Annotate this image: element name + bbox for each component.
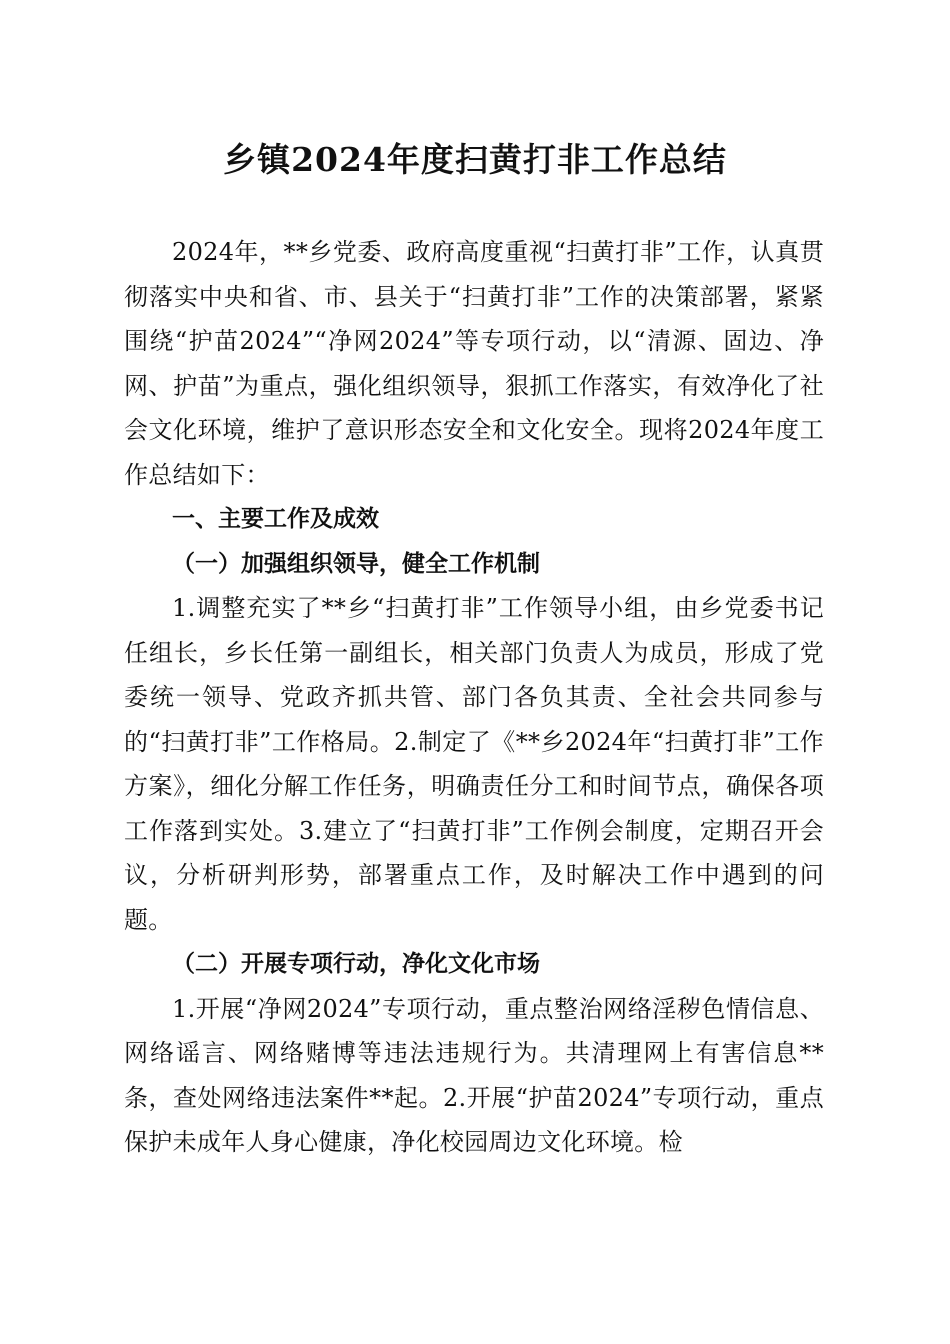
special-actions-paragraph: 1.开展“净网2024”专项行动，重点整治网络淫秽色情信息、网络谣言、网络赌博等违法违规行为。共清理网上有害信息**条，查处网络违法案件**起。2.开展“护苗2024”专项行动，重点保护未成年人身心健康，净化校园周边文化环境。检	[124, 994, 824, 1156]
intro-paragraph: 2024年，**乡党委、政府高度重视“扫黄打非”工作，认真贯彻落实中央和省、市、县关于“扫黄打非”工作的决策部署，紧紧围绕“护苗2024”“净网2024”等专项行动，以“清源、固边、净网、护苗”为重点，强化组织领导，狠抓工作落实，有效净化了社会文化环境，维护了意识形态安全和文化安全。现将2024年度工作总结如下：	[124, 238, 824, 489]
document-title: 乡镇2024年度扫黄打非工作总结	[223, 140, 727, 179]
subsection-heading-special-actions: （二）开展专项行动，净化文化市场	[172, 950, 540, 977]
section-heading-main-work: 一、主要工作及成效	[172, 506, 379, 532]
organization-paragraph: 1.调整充实了**乡“扫黄打非”工作领导小组，由乡党委书记任组长，乡长任第一副组长，相关部门负责人为成员，形成了党委统一领导、党政齐抓共管、部门各负其责、全社会共同参与的“扫黄打非”工作格局。2.制定了《**乡2024年“扫黄打非”工作方案》，细化分解工作任务，明确责任分工和时间节点，确保各项工作落到实处。3.建立了“扫黄打非”工作例会制度，定期召开会议，分析研判形势，部署重点工作，及时解决工作中遇到的问题。	[124, 594, 824, 934]
subsection-heading-organization: （一）加强组织领导，健全工作机制	[172, 549, 540, 577]
document-body	[124, 230, 824, 1165]
